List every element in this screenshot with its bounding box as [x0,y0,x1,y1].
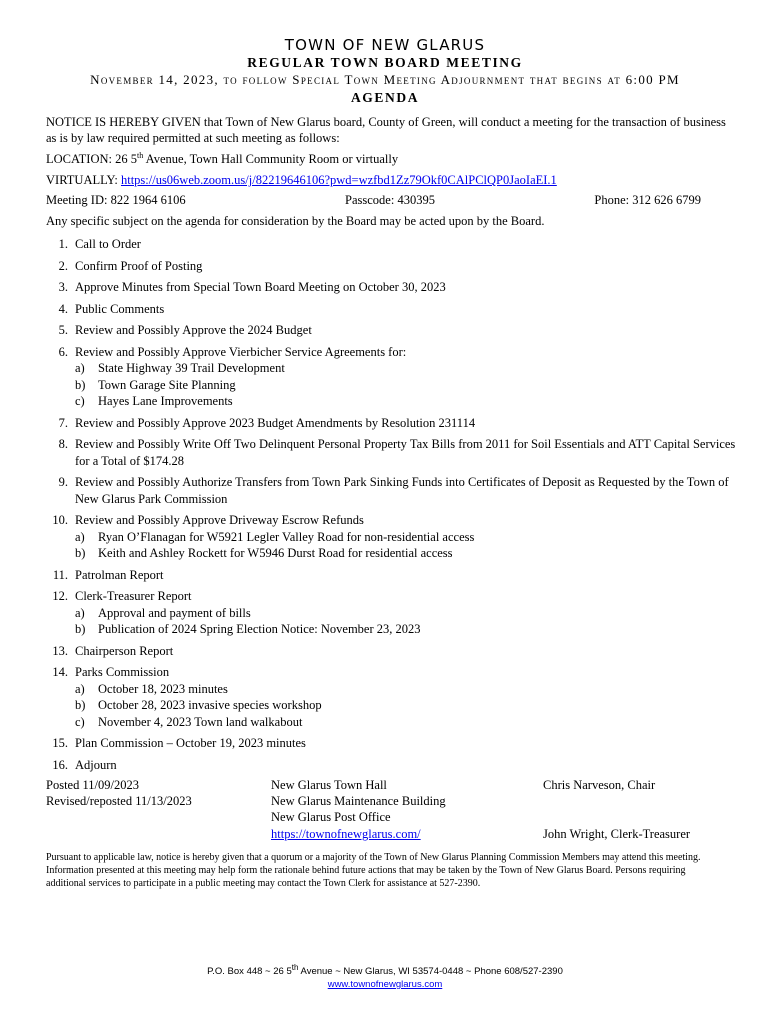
signatories [543,777,743,841]
footer-address [0,962,770,978]
agenda-item [38,512,738,562]
agenda-item-text: Chairperson Report [75,643,174,658]
posting-dates [46,777,266,809]
agenda-item [38,436,738,469]
agenda-item-number: 10. [52,513,68,527]
agenda-subitem-text: Publication of 2024 Spring Election Notice: November 23, 2023 [98,622,421,636]
agenda-item-body [75,301,738,318]
meeting-dateline-text: November 14, 2023, to follow Special Town Meeting Adjournment that begins at 6:00 PM [90,72,680,87]
location-suffix: Avenue, Town Hall Community Room or virtually [143,152,399,166]
footer-website-link[interactable]: www.townofnewglarus.com [327,979,443,990]
agenda-item-body [75,436,738,469]
agenda-item-body [75,567,738,584]
agenda-subitem-letter: c) [75,394,85,408]
agenda-item-number: 5. [58,323,68,337]
clerk-signature: John Wright, Clerk-Treasurer [543,827,691,841]
agenda-item [38,588,738,638]
agenda-subitem-text: November 4, 2023 Town land walkabout [98,714,303,729]
agenda-subitem [75,605,738,622]
agenda-subitem [75,393,738,410]
agenda-subitem-letter: b) [75,698,86,712]
agenda-item [38,258,738,275]
pursuant-notice: Pursuant to applicable law, notice is hereby given that a quorum or a majority of the Town of New Glarus Planning Commission Members may attend this meeting. Information presented at this meeting may help form the rationale behind future actions that may be taken by the Town of New Glarus Board. Persons requiring additional services to participate in a public meeting may contact the Town Clerk for assistance at 527-2390. [46,852,701,890]
agenda-item-body [75,344,738,410]
agenda-subitem-text: Ryan O’Flanagan for W5921 Legler Valley Road for non-residential access [98,529,475,544]
agenda-subitem [75,621,738,638]
agenda-item-number: 2. [58,258,68,273]
agenda-item-number: 7. [58,415,68,430]
agenda-item-number: 13. [52,643,68,658]
agenda-item-number: 16. [52,757,68,772]
agenda-item-text: Plan Commission – October 19, 2023 minutes [75,736,306,750]
agenda-item-number: 11. [52,567,68,582]
agenda-heading: AGENDA [350,90,420,105]
agenda-subitem-text: State Highway 39 Trail Development [98,361,285,375]
revised-date: Revised/reposted 11/13/2023 [46,794,192,809]
agenda-subitem-letter: b) [75,377,86,392]
agenda-item-number: 3. [58,280,68,294]
agenda-subitem [75,545,738,562]
agenda-item-body [75,588,738,638]
posting-location: New Glarus Maintenance Building [271,794,446,809]
agenda-item-body [75,735,738,752]
agenda-item-body [75,474,738,507]
posting-locations [271,777,531,842]
agenda-item-text: Confirm Proof of Posting [75,258,203,273]
agenda-item [38,322,738,339]
address-ordinal: th [291,962,299,972]
agenda-subitem-letter: c) [75,714,85,729]
agenda-item-body [75,757,738,774]
agenda-item [38,344,738,410]
address-prefix: P.O. Box 448 ~ 26 5 [207,966,292,977]
agenda-subitem-letter: a) [75,529,85,544]
agenda-item-number: 6. [58,344,68,359]
agenda-subitem [75,377,738,394]
agenda-subitem [75,714,738,731]
agenda-item-text: Review and Possibly Approve Driveway Escrow Refunds [75,513,364,527]
agenda-item-body [75,415,738,432]
agenda-item-text: Review and Possibly Authorize Transfers from Town Park Sinking Funds into Certificates of Deposit as Requested by the Town of New Glarus Park Commission [75,475,729,506]
agenda-item [38,664,738,730]
agenda-subitem-letter: a) [75,681,85,696]
agenda-item [38,474,738,507]
agenda-item [38,279,738,296]
location-ordinal: th [136,150,144,160]
agenda-item-number: 8. [58,437,68,451]
agenda-subitem-text: Approval and payment of bills [98,605,251,620]
agenda-item-text: Clerk-Treasurer Report [75,589,192,603]
agenda-item-text: Review and Possibly Approve Vierbicher Service Agreements for: [75,344,407,359]
agenda-subitem-text: Town Garage Site Planning [98,377,236,392]
virtually-label: VIRTUALLY: [46,173,121,187]
address-suffix: Avenue ~ New Glarus, WI 53574-0448 ~ Phone 608/527-2390 [298,966,563,977]
town-website-link[interactable]: https://townofnewglarus.com/ [271,826,421,841]
agenda-item-text: Approve Minutes from Special Town Board Meeting on October 30, 2023 [75,280,446,294]
agenda-subitem-text: October 18, 2023 minutes [98,681,228,696]
agenda-subitem-text: October 28, 2023 invasive species workshop [98,698,322,712]
agenda-subitem [75,681,738,698]
specific-subject-note: Any specific subject on the agenda for consideration by the Board may be acted upon by the Board. [46,214,545,228]
agenda-subitem-text: Hayes Lane Improvements [98,394,233,408]
agenda-item-text: Review and Possibly Approve 2023 Budget Amendments by Resolution 231114 [75,415,476,430]
posted-date: Posted 11/09/2023 [46,778,139,792]
notice-paragraph: NOTICE IS HEREBY GIVEN that Town of New Glarus board, County of Green, will conduct a meeting for the transaction of business as is by law required permitted at such meeting as follows: [46,115,726,145]
agenda-item [38,735,738,752]
zoom-link[interactable]: https://us06web.zoom.us/j/82219646106?pwd=wzfbd1Zz79Okf0CAlPClQP0JaoIaEI.1 [120,173,557,187]
agenda-subitem-letter: b) [75,546,86,560]
agenda-item-body [75,322,738,339]
agenda-list [38,236,738,778]
agenda-subitem [75,360,738,377]
agenda-item-number: 4. [58,301,68,316]
agenda-item-text: Patrolman Report [75,567,164,582]
document-title: TOWN OF NEW GLARUS [284,36,486,54]
location-line [46,151,736,167]
agenda-item-text: Review and Possibly Write Off Two Delinquent Personal Property Tax Bills from 2011 for Soil Essentials and ATT Capital Services for a Total of $174.28 [75,437,736,468]
meeting-dateline [0,72,770,88]
agenda-item-body [75,664,738,730]
meeting-phone: Phone: 312 626 6799 [594,193,701,207]
agenda-subitem [75,697,738,714]
meeting-type-heading: REGULAR TOWN BOARD MEETING [247,55,523,70]
posting-location: New Glarus Town Hall [271,778,387,792]
agenda-item [38,567,738,584]
agenda-item-body [75,236,738,253]
agenda-item [38,415,738,432]
agenda-subitem-text: Keith and Ashley Rockett for W5946 Durst Road for residential access [98,546,453,560]
meeting-passcode: Passcode: 430395 [345,193,435,207]
posting-location: New Glarus Post Office [271,810,391,825]
agenda-item-number: 1. [58,237,68,251]
agenda-subitem-letter: a) [75,605,85,620]
agenda-item-text: Review and Possibly Approve the 2024 Budget [75,323,312,337]
agenda-item [38,643,738,660]
agenda-item-body [75,643,738,660]
agenda-item-text: Public Comments [75,301,165,316]
agenda-item-body [75,258,738,275]
agenda-item [38,757,738,774]
footer-address-block [0,962,770,991]
agenda-item [38,236,738,253]
agenda-item-number: 14. [52,665,68,679]
agenda-item-text: Call to Order [75,237,141,251]
agenda-item [38,301,738,318]
meeting-id: Meeting ID: 822 1964 6106 [46,193,186,207]
agenda-item-number: 12. [52,589,68,603]
agenda-item-number: 9. [58,475,68,489]
agenda-subitem-letter: a) [75,361,85,375]
agenda-item-text: Parks Commission [75,665,170,679]
agenda-item-body [75,512,738,562]
chair-signature: Chris Narveson, Chair [543,778,656,792]
agenda-item-body [75,279,738,296]
agenda-item-text: Adjourn [75,757,117,772]
agenda-subitem-letter: b) [75,622,86,636]
agenda-subitem [75,529,738,546]
location-prefix: LOCATION: 26 5 [46,152,137,166]
agenda-item-number: 15. [52,736,68,750]
meeting-credentials-row [46,192,701,208]
virtual-line [46,172,736,188]
